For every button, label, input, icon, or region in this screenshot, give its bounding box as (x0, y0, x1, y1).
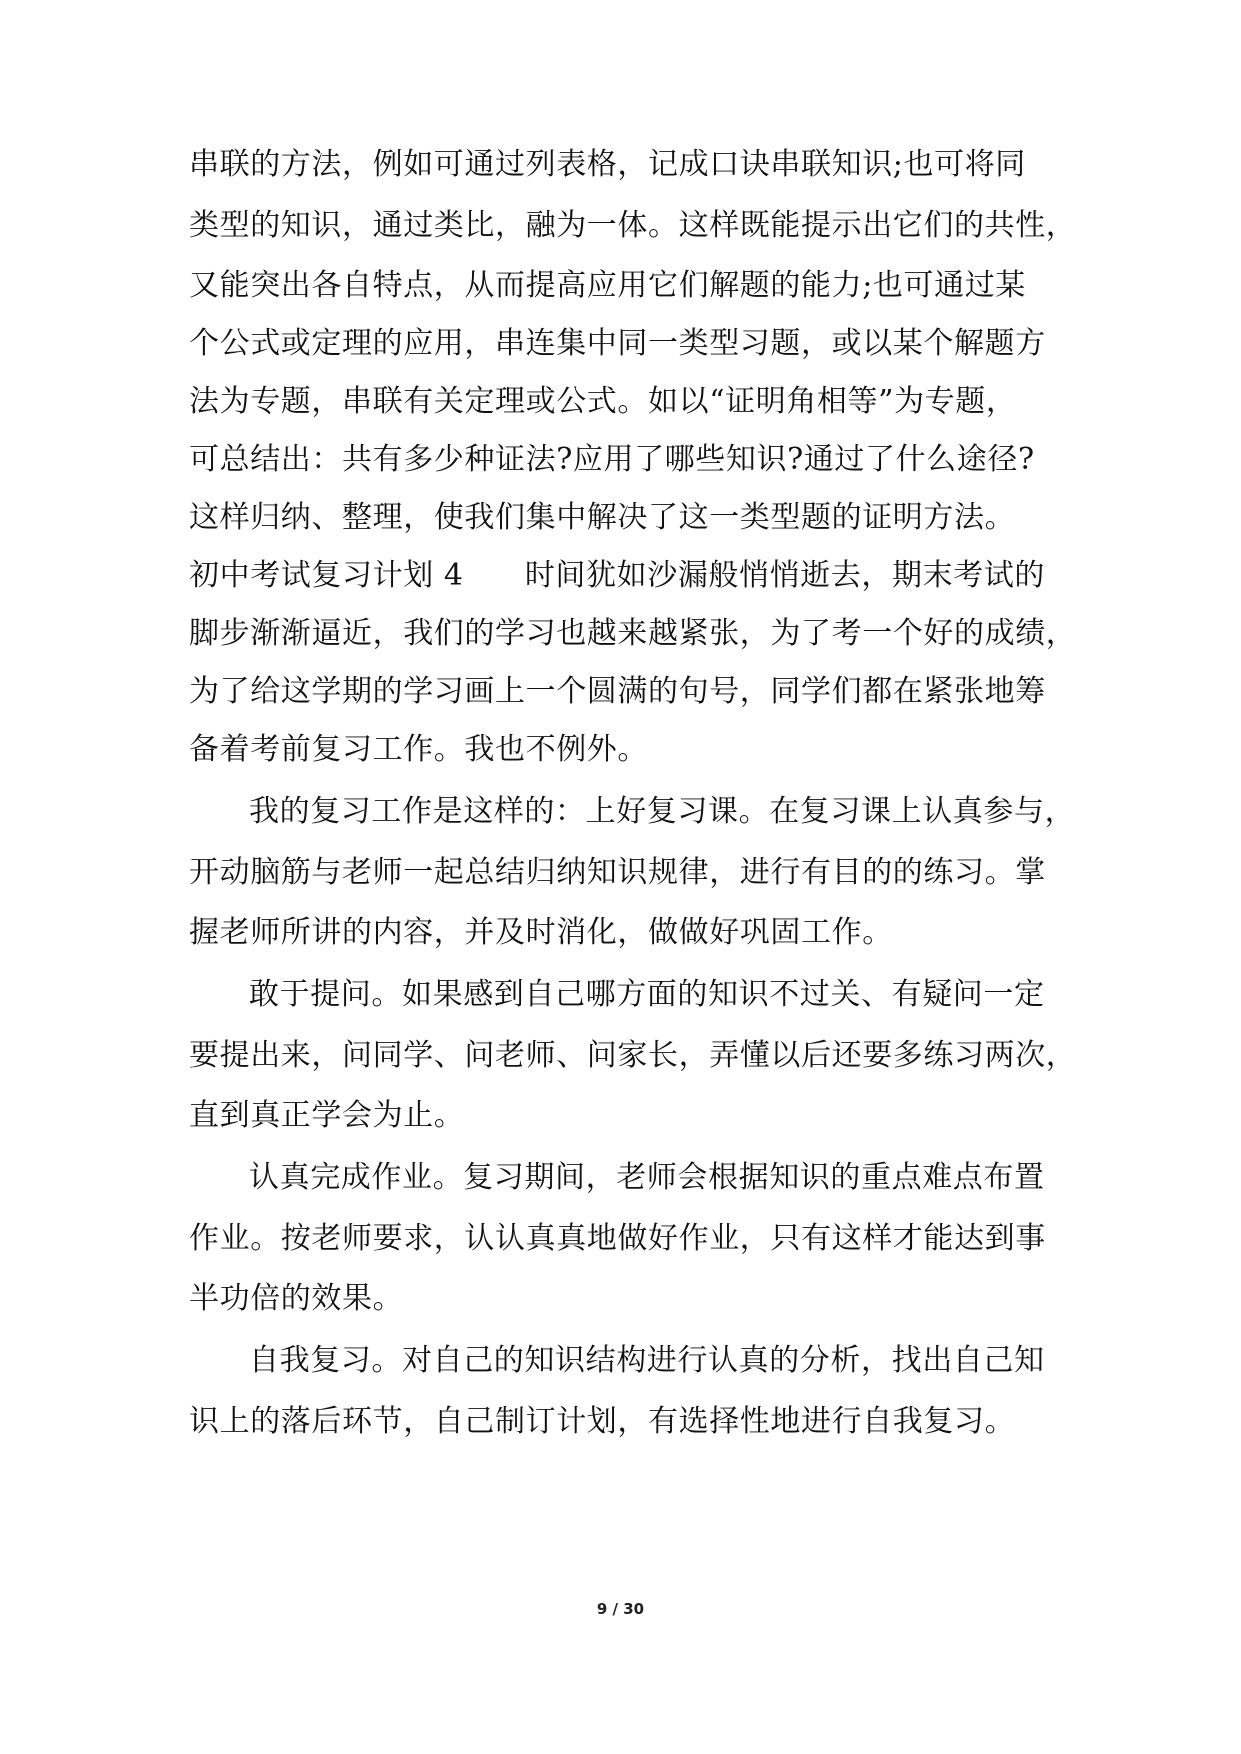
text-line: 这样归纳、整理，使我们集中解决了这一类型题的证明方法。 (189, 500, 1016, 535)
paragraph-first-line: 认真完成作业。复习期间，老师会根据知识的重点难点布置 (249, 1160, 1045, 1195)
paragraph-first-line: 敢于提问。如果感到自己哪方面的知识不过关、有疑问一定 (249, 977, 1045, 1012)
text-line: 直到真正学会为止。 (189, 1098, 465, 1133)
paragraph-first-line: 我的复习工作是这样的：上好复习课。在复习课上认真参与， (249, 794, 1076, 829)
text-line: 备着考前复习工作。我也不例外。 (189, 732, 648, 767)
text-line: 串联的方法，例如可通过列表格，记成口诀串联知识;也可将同 (189, 147, 1026, 182)
text-line: 开动脑筋与老师一起总结归纳知识规律，进行有目的的练习。掌 (189, 855, 1046, 890)
text-line: 为了给这学期的学习画上一个圆满的句号，同学们都在紧张地筹 (189, 674, 1046, 709)
text-line: 脚步渐渐逼近，我们的学习也越来越紧张，为了考一个好的成绩， (189, 616, 1077, 651)
text-line: 个公式或定理的应用，串连集中同一类型习题，或以某个解题方 (189, 326, 1046, 361)
text-line: 握老师所讲的内容，并及时消化，做做好巩固工作。 (189, 915, 893, 950)
page-number: 9 / 30 (596, 1600, 645, 1618)
text-line: 类型的知识，通过类比，融为一体。这样既能提示出它们的共性， (189, 208, 1077, 243)
text-line: 作业。按老师要求，认认真真地做好作业，只有这样才能达到事 (189, 1221, 1046, 1256)
text-line: 又能突出各自特点，从而提高应用它们解题的能力;也可通过某 (189, 268, 1026, 303)
text-line: 识上的落后环节，自己制订计划，有选择性地进行自我复习。 (189, 1404, 1016, 1439)
text-line: 要提出来，问同学、问老师、问家长，弄懂以后还要多练习两次， (189, 1038, 1077, 1073)
text-line: 半功倍的效果。 (189, 1281, 404, 1316)
section-heading-line: 初中考试复习计划 4 时间犹如沙漏般悄悄逝去，期末考试的 (189, 558, 1046, 593)
text-line: 法为专题，串联有关定理或公式。如以“证明角相等”为专题， (189, 384, 1017, 419)
paragraph-first-line: 自我复习。对自己的知识结构进行认真的分析，找出自己知 (249, 1343, 1045, 1378)
text-line: 可总结出：共有多少种证法?应用了哪些知识?通过了什么途径? (189, 442, 1035, 477)
